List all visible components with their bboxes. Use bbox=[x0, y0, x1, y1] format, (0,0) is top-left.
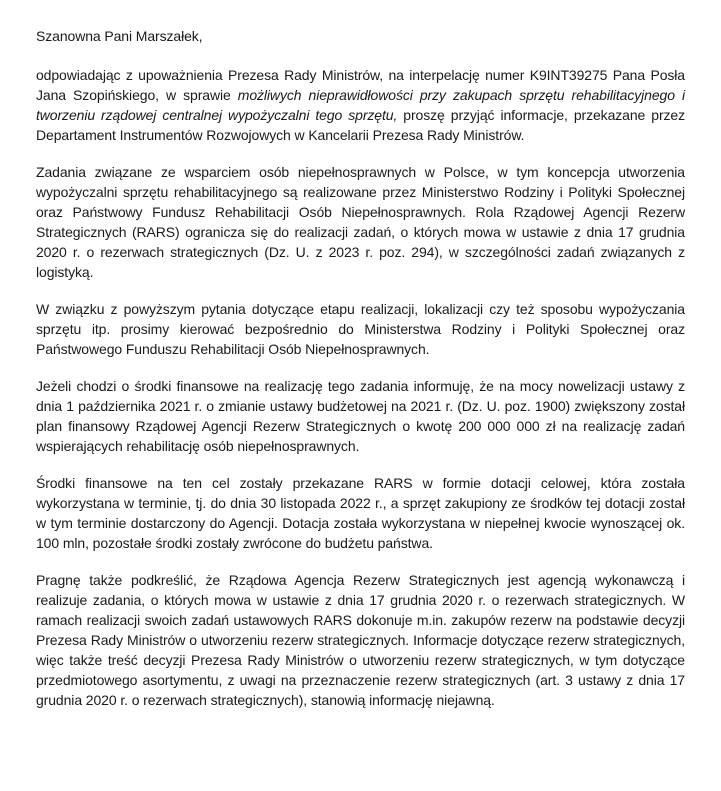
text-run: Środki finansowe na ten cel zostały przekazane RARS w formie dotacji celowej, która została wykorzystana w terminie, tj. do dnia 30 listopada 2022 r., a sprzęt zakupiony ze środków tej dotacji został w tym terminie dostarczony do Agencji. Dotacja została wykorzystana w niepełnej kwocie wynoszącej ok. 100 mln, pozostałe środki zostały zwrócone do budżetu państwa. bbox=[36, 475, 685, 551]
letter-body bbox=[36, 65, 685, 710]
paragraph bbox=[36, 570, 685, 710]
paragraph bbox=[36, 65, 685, 145]
text-run: odpowiadając z upoważnienia Prezesa Rady Ministrów, na interpelację numer K9INT39275 Pana Posła Jana Szopińskiego, w sprawie bbox=[36, 67, 685, 103]
text-run: Jeżeli chodzi o środki finansowe na realizację tego zadania informuję, że na mocy nowelizacji ustawy z dnia 1 października 2021 r. o zmianie ustawy budżetowej na 2021 r. (Dz. U. poz. 1900) zwiększony został plan finansowy Rządowej Agencji Rezerw Strategicznych o kwotę 200 000 000 zł na realizację zadań wspierających rehabilitację osób niepełnosprawnych. bbox=[36, 378, 685, 454]
text-run: proszę przyjąć informacje, przekazane przez Departament Instrumentów Rozwojowych w Kancelarii Prezesa Rady Ministrów. bbox=[36, 107, 685, 143]
paragraph bbox=[36, 299, 685, 359]
paragraph bbox=[36, 162, 685, 282]
text-run: Pragnę także podkreślić, że Rządowa Agencja Rezerw Strategicznych jest agencją wykonawczą i realizuje zadania, o których mowa w ustawie z dnia 17 grudnia 2020 r. o rezerwach strategicznych. W ramach realizacji swoich zadań ustawowych RARS dokonuje m.in. zakupów rezerw na podstawie decyzji Prezesa Rady Ministrów o utworzeniu rezerw strategicznych. Informacje dotyczące rezerw strategicznych, więc także treść decyzji Prezesa Rady Ministrów o utworzeniu rezerw strategicznych, w tym dotyczące przedmiotowego asortymentu, z uwagi na przeznaczenie rezerw strategicznych (art. 3 ustawy z dnia 17 grudnia 2020 r. o rezerwach strategicznych), stanowią informację niejawną. bbox=[36, 572, 685, 708]
text-run: W związku z powyższym pytania dotyczące etapu realizacji, lokalizacji czy też sposobu wypożyczania sprzętu itp. prosimy kierować bezpośrednio do Ministerstwa Rodziny i Polityki Społecznej oraz Państwowego Funduszu Rehabilitacji Osób Niepełnosprawnych. bbox=[36, 301, 685, 357]
paragraph bbox=[36, 473, 685, 553]
emphasized-text: możliwych nieprawidłowości przy zakupach sprzętu rehabilitacyjnego i tworzeniu rządowej centralnej wypożyczalni tego sprzętu, bbox=[36, 87, 685, 123]
text-run: Zadania związane ze wsparciem osób niepełnosprawnych w Polsce, w tym koncepcja utworzenia wypożyczalni sprzętu rehabilitacyjnego są realizowane przez Ministerstwo Rodziny i Polityki Społecznej oraz Państwowy Fundusz Rehabilitacji Osób Niepełnosprawnych. Rola Rządowej Agencji Rezerw Strategicznych (RARS) ogranicza się do realizacji zadań, o których mowa w ustawie z dnia 17 grudnia 2020 r. o rezerwach strategicznych (Dz. U. z 2023 r. poz. 294), w szczególności zadań związanych z logistyką. bbox=[36, 164, 685, 280]
paragraph bbox=[36, 376, 685, 456]
salutation: Szanowna Pani Marszałek, bbox=[36, 28, 203, 44]
